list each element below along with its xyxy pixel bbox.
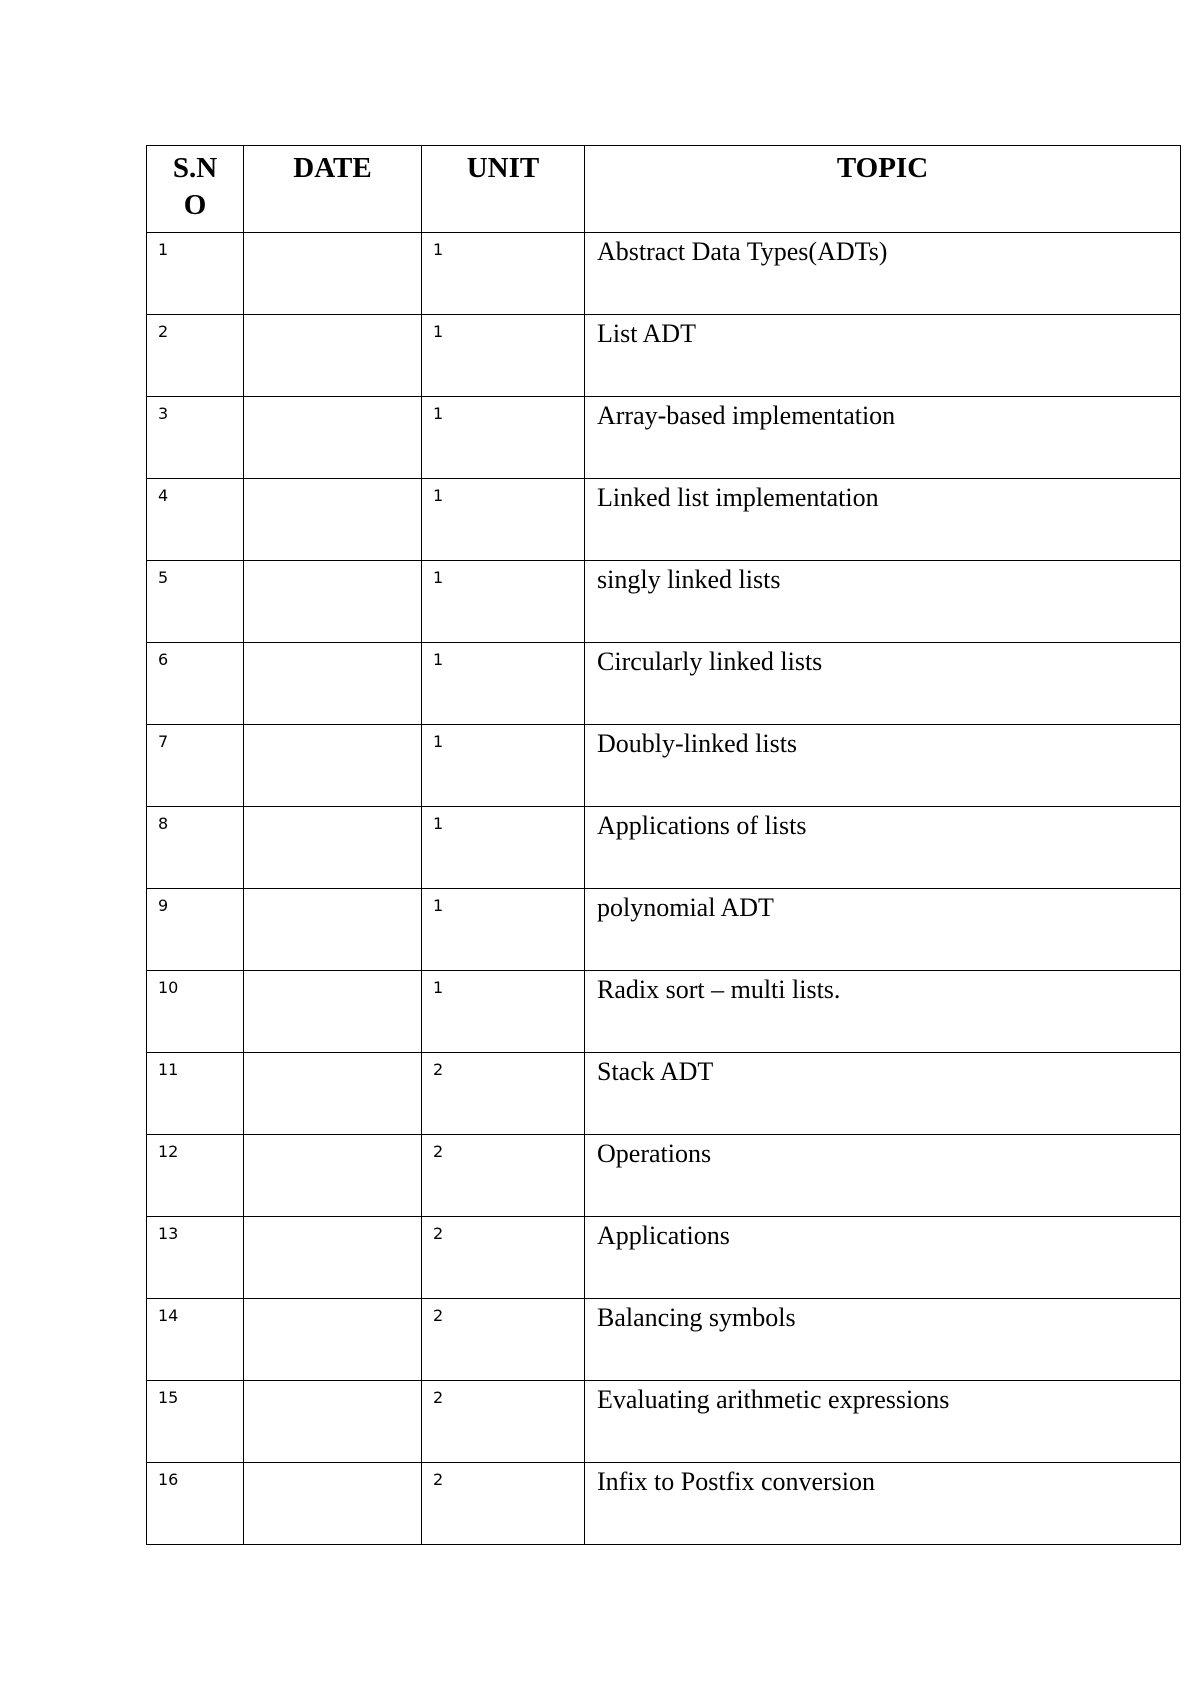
table-row <box>147 1299 1181 1381</box>
cell-sno: 14 <box>147 1299 244 1381</box>
cell-topic: Balancing symbols <box>585 1299 1181 1381</box>
cell-sno: 4 <box>147 479 244 561</box>
cell-sno: 3 <box>147 397 244 479</box>
cell-date <box>244 1381 422 1463</box>
cell-date <box>244 1463 422 1545</box>
cell-unit: 1 <box>422 397 585 479</box>
cell-topic: Operations <box>585 1135 1181 1217</box>
cell-date <box>244 315 422 397</box>
cell-date <box>244 233 422 315</box>
cell-topic: Doubly-linked lists <box>585 725 1181 807</box>
cell-date <box>244 889 422 971</box>
cell-unit: 1 <box>422 233 585 315</box>
cell-unit: 2 <box>422 1053 585 1135</box>
cell-sno: 11 <box>147 1053 244 1135</box>
cell-date <box>244 479 422 561</box>
cell-unit: 1 <box>422 561 585 643</box>
table-row <box>147 889 1181 971</box>
cell-sno: 9 <box>147 889 244 971</box>
column-header-sno: S.NO <box>147 146 244 233</box>
cell-unit: 1 <box>422 889 585 971</box>
table-row <box>147 971 1181 1053</box>
table-row <box>147 561 1181 643</box>
cell-date <box>244 725 422 807</box>
cell-sno: 12 <box>147 1135 244 1217</box>
column-header-date: DATE <box>244 146 422 233</box>
cell-sno: 2 <box>147 315 244 397</box>
cell-sno: 7 <box>147 725 244 807</box>
cell-topic: polynomial ADT <box>585 889 1181 971</box>
cell-unit: 2 <box>422 1463 585 1545</box>
cell-unit: 2 <box>422 1299 585 1381</box>
cell-topic: Evaluating arithmetic expressions <box>585 1381 1181 1463</box>
cell-date <box>244 397 422 479</box>
column-header-topic: TOPIC <box>585 146 1181 233</box>
cell-unit: 1 <box>422 807 585 889</box>
column-header-unit: UNIT <box>422 146 585 233</box>
cell-unit: 2 <box>422 1381 585 1463</box>
table-row <box>147 1135 1181 1217</box>
cell-sno: 13 <box>147 1217 244 1299</box>
header-row <box>147 146 1181 233</box>
cell-sno: 5 <box>147 561 244 643</box>
cell-topic: Applications <box>585 1217 1181 1299</box>
table-row <box>147 479 1181 561</box>
cell-unit: 1 <box>422 479 585 561</box>
cell-topic: Stack ADT <box>585 1053 1181 1135</box>
cell-date <box>244 1053 422 1135</box>
cell-date <box>244 1299 422 1381</box>
cell-sno: 16 <box>147 1463 244 1545</box>
cell-topic: Circularly linked lists <box>585 643 1181 725</box>
cell-topic: Infix to Postfix conversion <box>585 1463 1181 1545</box>
table-row <box>147 233 1181 315</box>
cell-sno: 10 <box>147 971 244 1053</box>
cell-sno: 8 <box>147 807 244 889</box>
syllabus-table <box>146 145 1181 1545</box>
cell-sno: 1 <box>147 233 244 315</box>
cell-topic: Abstract Data Types(ADTs) <box>585 233 1181 315</box>
table-row <box>147 397 1181 479</box>
cell-unit: 1 <box>422 971 585 1053</box>
table-row <box>147 1217 1181 1299</box>
cell-topic: singly linked lists <box>585 561 1181 643</box>
cell-topic: Array-based implementation <box>585 397 1181 479</box>
table-row <box>147 315 1181 397</box>
cell-topic: Radix sort – multi lists. <box>585 971 1181 1053</box>
cell-unit: 2 <box>422 1135 585 1217</box>
cell-topic: Applications of lists <box>585 807 1181 889</box>
cell-date <box>244 807 422 889</box>
table-row <box>147 1053 1181 1135</box>
cell-sno: 15 <box>147 1381 244 1463</box>
cell-date <box>244 1217 422 1299</box>
cell-unit: 2 <box>422 1217 585 1299</box>
table-row <box>147 807 1181 889</box>
cell-topic: List ADT <box>585 315 1181 397</box>
cell-date <box>244 1135 422 1217</box>
cell-sno: 6 <box>147 643 244 725</box>
cell-date <box>244 643 422 725</box>
cell-date <box>244 971 422 1053</box>
cell-topic: Linked list implementation <box>585 479 1181 561</box>
cell-unit: 1 <box>422 315 585 397</box>
cell-date <box>244 561 422 643</box>
table-row <box>147 643 1181 725</box>
cell-unit: 1 <box>422 725 585 807</box>
table-row <box>147 1381 1181 1463</box>
table-row <box>147 725 1181 807</box>
table-row <box>147 1463 1181 1545</box>
cell-unit: 1 <box>422 643 585 725</box>
